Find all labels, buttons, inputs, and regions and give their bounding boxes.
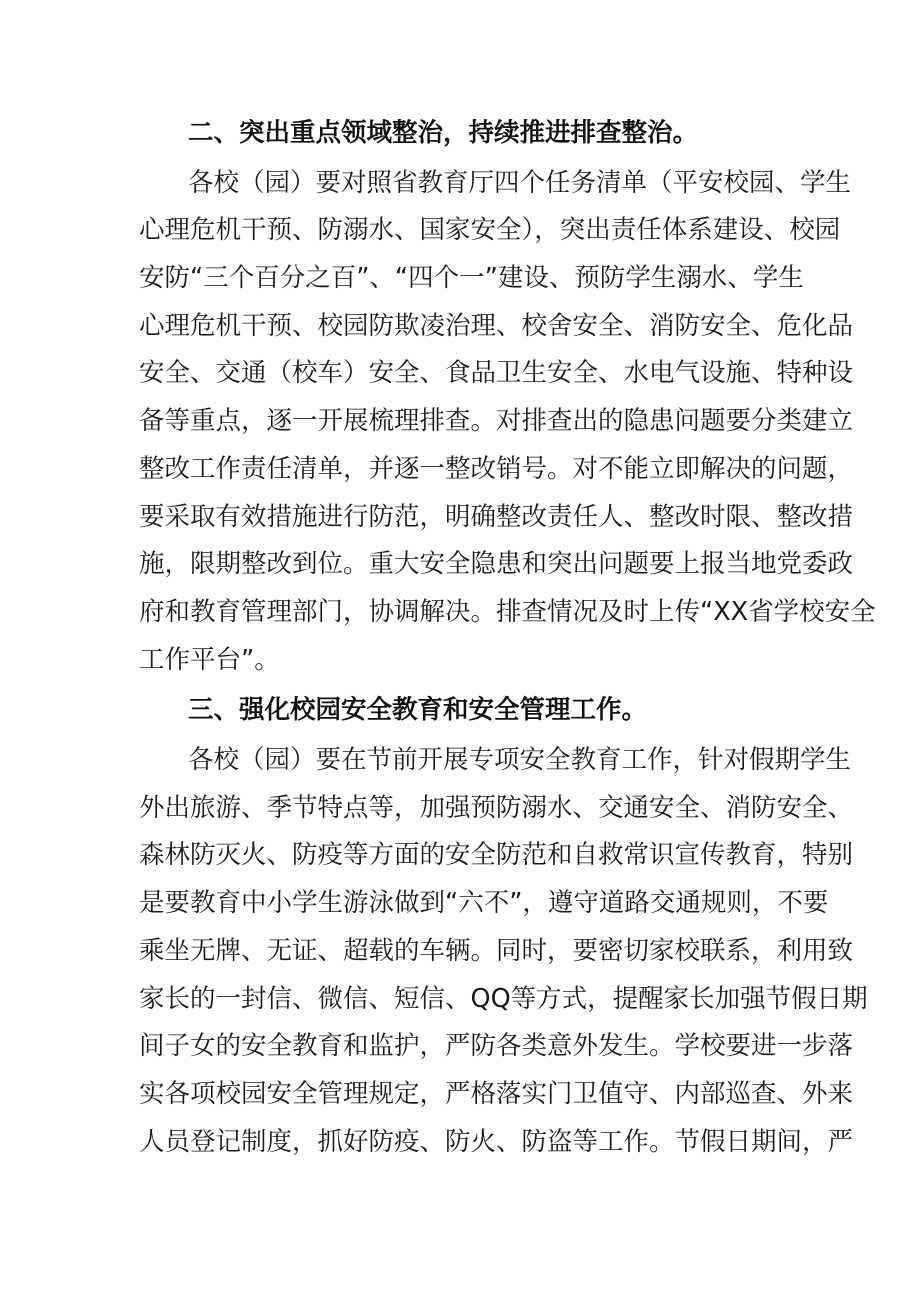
section-2-line: 要采取有效措施进行防范，明确整改责任人、整改时限、整改措 [139,502,854,532]
section-2-line: 心理危机干预、校园防欺凌治理、校舍安全、消防安全、危化品 [139,311,854,341]
section-2-line: 工作平台”。 [139,645,280,675]
section-3-heading: 三、强化校园安全教育和安全管理工作。 [188,695,648,725]
section-2-line: 各校（园）要对照省教育厅四个任务清单（平安校园、学生 [188,168,852,198]
section-2-line: 施，限期整改到位。重大安全隐患和突出问题要上报当地党委政 [139,549,854,579]
section-3-line: 家长的一封信、微信、短信、QQ等方式，提醒家长加强节假日期 [139,984,868,1014]
section-2-line: 府和教育管理部门，协调解决。排查情况及时上传“XX省学校安全 [139,597,876,627]
section-3-line: 乘坐无牌、无证、超载的车辆。同时，要密切家校联系，利用致 [139,936,854,966]
section-2-line: 备等重点，逐一开展梳理排查。对排查出的隐患问题要分类建立 [139,406,854,436]
section-3-line: 各校（园）要在节前开展专项安全教育工作，针对假期学生 [188,745,852,775]
section-3-line: 外出旅游、季节特点等，加强预防溺水、交通安全、消防安全、 [139,793,854,823]
section-3-line: 实各项校园安全管理规定，严格落实门卫值守、内部巡查、外来 [139,1079,854,1109]
section-3-line: 森林防灭火、防疫等方面的安全防范和自救常识宣传教育，特别 [139,840,854,870]
section-2-line: 心理危机干预、防溺水、国家安全），突出责任体系建设、校园 [139,215,841,245]
section-2-line: 安防“三个百分之百”、“四个一”建设、预防学生溺水、学生 [139,263,804,293]
section-2-heading: 二、突出重点领域整治，持续推进排查整治。 [188,118,699,148]
section-3-line: 人员登记制度，抓好防疫、防火、防盗等工作。节假日期间，严 [139,1127,854,1157]
section-2-line: 整改工作责任清单，并逐一整改销号。对不能立即解决的问题， [139,454,854,484]
section-2-line: 安全、交通（校车）安全、食品卫生安全、水电气设施、特种设 [139,358,854,388]
section-3-line: 间子女的安全教育和监护，严防各类意外发生。学校要进一步落 [139,1031,854,1061]
section-3-line: 是要教育中小学生游泳做到“六不”，遵守道路交通规则，不要 [139,888,829,918]
